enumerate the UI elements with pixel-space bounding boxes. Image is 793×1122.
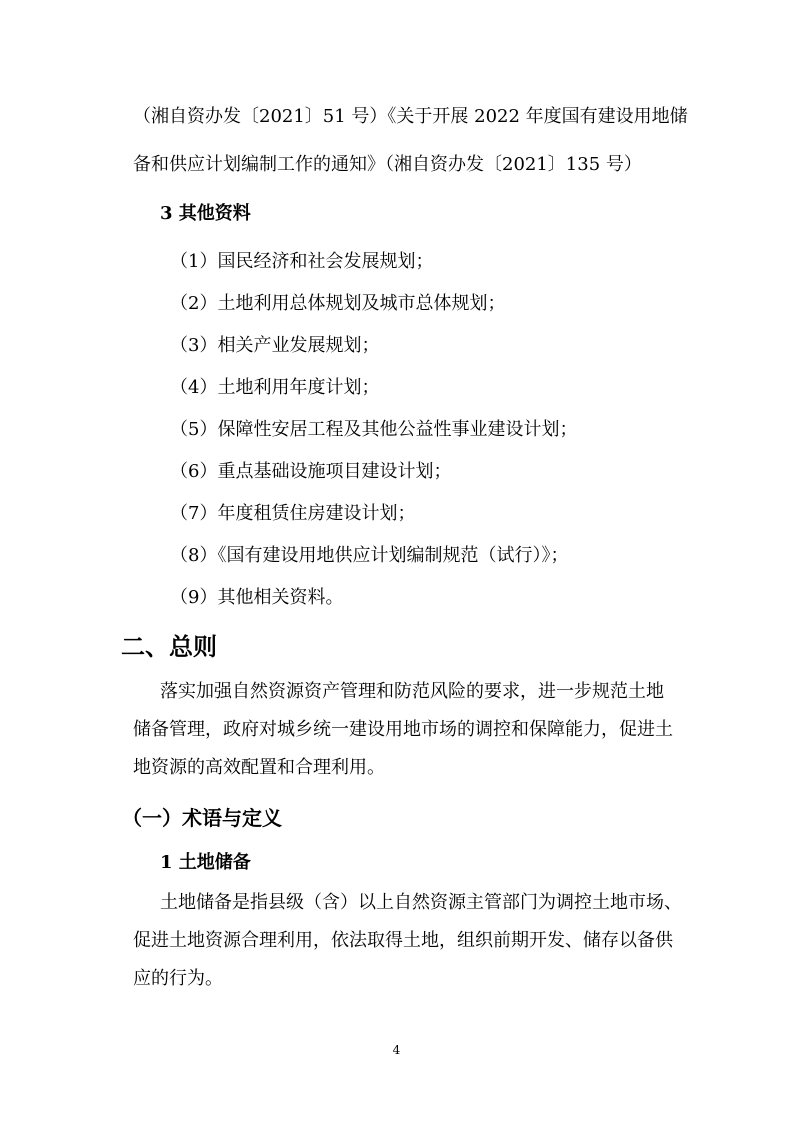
intro-line-2: 备和供应计划编制工作的通知》（湘自资办发〔2021〕135 号） — [133, 154, 642, 175]
page-number: 4 — [392, 1043, 401, 1057]
subsection-1-heading: （一）术语与定义 — [122, 806, 282, 830]
paragraph-line: 土地储备是指县级（含）以上自然资源主管部门为调控土地市场、 — [160, 892, 682, 913]
list-item: （6）重点基础设施项目建设计划； — [170, 461, 452, 482]
list-item: （7）年度租赁住房建设计划； — [170, 503, 416, 524]
paragraph-line: 促进土地资源合理利用，依法取得土地，组织前期开发、储存以备供 — [133, 930, 673, 951]
paragraph-line: 落实加强自然资源资产管理和防范风险的要求，进一步规范土地 — [160, 681, 664, 702]
term-1-heading: 1 土地储备 — [160, 852, 251, 873]
paragraph-line: 储备管理，政府对城乡统一建设用地市场的调控和保障能力，促进土 — [133, 719, 673, 740]
list-item: （3）相关产业发展规划； — [170, 335, 380, 356]
intro-line-1: （湘自资办发〔2021〕51 号）《关于开展 2022 年度国有建设用地储 — [133, 106, 688, 127]
list-item: （9）其他相关资料。 — [170, 587, 344, 608]
chapter-2-heading: 二、总则 — [121, 632, 217, 661]
paragraph-line: 应的行为。 — [133, 968, 223, 989]
paragraph-line: 地资源的高效配置和合理利用。 — [133, 757, 385, 778]
list-item: （4）土地利用年度计划； — [170, 377, 380, 398]
list-item: （5）保障性安居工程及其他公益性事业建设计划； — [170, 419, 578, 440]
list-item: （2）土地利用总体规划及城市总体规划； — [170, 293, 506, 314]
section-3-heading: 3 其他资料 — [160, 203, 251, 224]
list-item: （8）《国有建设用地供应计划编制规范（试行）》； — [170, 545, 569, 566]
list-item: （1）国民经济和社会发展规划； — [170, 251, 434, 272]
